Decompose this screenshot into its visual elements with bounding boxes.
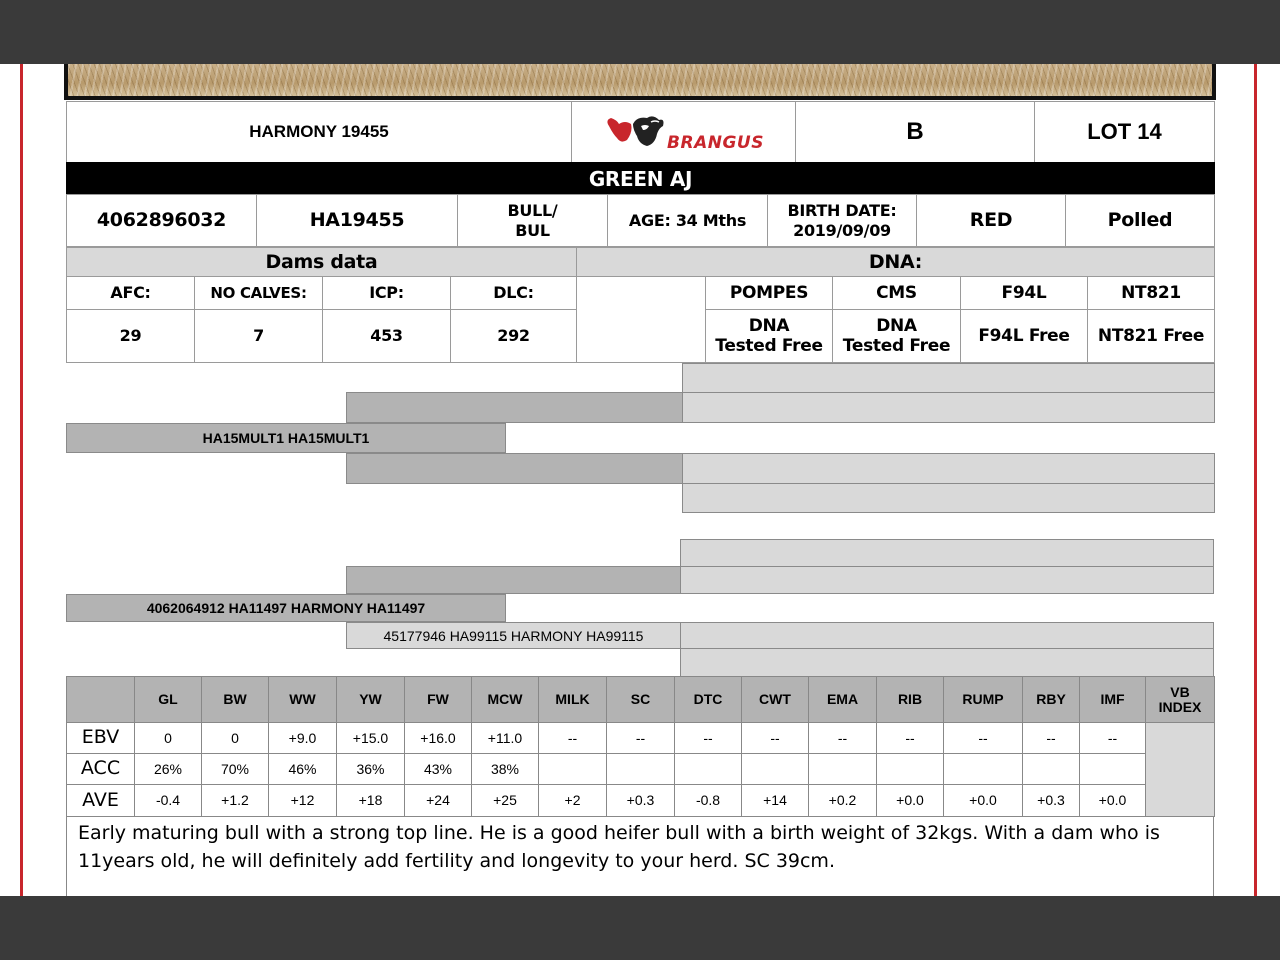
ebv-cell [606, 753, 675, 785]
ebv-header-mcw: MCW [471, 676, 539, 723]
left-red-border [20, 64, 23, 896]
dlc-value: 292 [450, 309, 577, 363]
pedigree-box [682, 363, 1215, 393]
dam-sire-pedigree: 45177946 HA99115 HARMONY HA99115 [346, 622, 681, 649]
pedigree-box [682, 483, 1215, 513]
ebv-cell: -- [808, 722, 877, 754]
horn-status: Polled [1065, 194, 1215, 247]
ebv-cell [876, 753, 944, 785]
ebv-header-vb-index: VB INDEX [1145, 676, 1215, 723]
pedigree-box [680, 566, 1214, 594]
pedigree-box [680, 622, 1214, 649]
f94l-value: F94L Free [960, 309, 1088, 363]
ebv-header-cwt: CWT [741, 676, 809, 723]
afc-value: 29 [66, 309, 195, 363]
ebv-cell: +15.0 [336, 722, 405, 754]
ebv-cell [1022, 753, 1080, 785]
sex: BULL/ BUL [457, 194, 608, 247]
ebv-header-imf: IMF [1079, 676, 1146, 723]
ebv-cell: +16.0 [404, 722, 472, 754]
ebv-cell: -- [943, 722, 1023, 754]
pedigree-box [346, 566, 681, 594]
ebv-header-yw: YW [336, 676, 405, 723]
pompes-header: POMPES [705, 276, 833, 310]
ebv-cell: -- [1022, 722, 1080, 754]
brand-logo [571, 101, 796, 163]
ebv-cell: +0.0 [943, 784, 1023, 817]
ebv-row-label: AVE [66, 784, 135, 817]
ebv-cell: -0.4 [134, 784, 202, 817]
ebv-cell: 0 [134, 722, 202, 754]
lot-number: LOT 14 [1034, 101, 1215, 163]
cms-value: DNA Tested Free [832, 309, 961, 363]
ebv-header-fw: FW [404, 676, 472, 723]
pompes-value: DNA Tested Free [705, 309, 833, 363]
f94l-header: F94L [960, 276, 1088, 310]
ebv-cell [943, 753, 1023, 785]
dna-spacer [576, 276, 706, 363]
top-bar [0, 0, 1280, 64]
ebv-cell: +12 [268, 784, 337, 817]
ebv-cell [741, 753, 809, 785]
ebv-row-label: ACC [66, 753, 135, 785]
ebv-cell [538, 753, 607, 785]
no-calves-value: 7 [194, 309, 323, 363]
right-red-border [1254, 64, 1257, 896]
registration-number: 4062896032 [66, 194, 257, 247]
ebv-cell: +0.3 [606, 784, 675, 817]
ebv-cell: 26% [134, 753, 202, 785]
ebv-corner [66, 676, 135, 723]
ebv-header-ema: EMA [808, 676, 877, 723]
ebv-cell: -- [1079, 722, 1146, 754]
cms-header: CMS [832, 276, 961, 310]
birth-date-label: BIRTH DATE: [787, 201, 897, 221]
sire-pedigree: HA15MULT1 HA15MULT1 [66, 423, 506, 453]
ebv-cell [808, 753, 877, 785]
ebv-cell: +18 [336, 784, 405, 817]
ebv-header-gl: GL [134, 676, 202, 723]
comment: Early maturing bull with a strong top line. He is a good heifer bull with a birth weight of 32kgs. With a dam who is 11years old, he will definitely add fertility and longevity to your herd. SC 39cm. [66, 816, 1214, 896]
ebv-cell: +24 [404, 784, 472, 817]
animal-name: HARMONY 19455 [66, 101, 572, 163]
dam-pedigree: 4062064912 HA11497 HARMONY HA11497 [66, 594, 506, 622]
ebv-cell: +0.0 [1079, 784, 1146, 817]
no-calves-header: NO CALVES: [194, 276, 323, 310]
brand-name: BRANGUS [667, 132, 764, 153]
ebv-cell: +0.3 [1022, 784, 1080, 817]
birth-date: 2019/09/09 [793, 220, 891, 240]
dna-title: DNA: [576, 247, 1215, 277]
ebv-cell: +9.0 [268, 722, 337, 754]
ebv-cell: -- [741, 722, 809, 754]
ebv-row-label: EBV [66, 722, 135, 754]
colour: RED [916, 194, 1066, 247]
icp-header: ICP: [322, 276, 451, 310]
grass-photo [64, 64, 1216, 100]
ebv-cell: 70% [201, 753, 269, 785]
ebv-header-sc: SC [606, 676, 675, 723]
dlc-header: DLC: [450, 276, 577, 310]
vb-index-cell [1145, 722, 1215, 817]
ebv-cell: +11.0 [471, 722, 539, 754]
bottom-bar [0, 896, 1280, 960]
ebv-cell [1079, 753, 1146, 785]
pedigree-box [346, 453, 683, 484]
pedigree-box [680, 539, 1214, 567]
ebv-header-dtc: DTC [674, 676, 742, 723]
nt821-header: NT821 [1087, 276, 1215, 310]
ebv-header-rib: RIB [876, 676, 944, 723]
ebv-cell: +25 [471, 784, 539, 817]
ebv-cell: +0.0 [876, 784, 944, 817]
ebv-header-milk: MILK [538, 676, 607, 723]
birth-date-cell [767, 194, 917, 247]
ebv-cell: -- [606, 722, 675, 754]
tag-number: HA19455 [256, 194, 458, 247]
ebv-cell: +1.2 [201, 784, 269, 817]
grade: B [795, 101, 1035, 163]
afc-header: AFC: [66, 276, 195, 310]
ebv-cell [674, 753, 742, 785]
dams-data-title: Dams data [66, 247, 577, 277]
ebv-header-bw: BW [201, 676, 269, 723]
ebv-cell: 46% [268, 753, 337, 785]
ebv-cell: 43% [404, 753, 472, 785]
pedigree-box [682, 392, 1215, 423]
ebv-cell: +2 [538, 784, 607, 817]
nt821-value: NT821 Free [1087, 309, 1215, 363]
ebv-cell: 38% [471, 753, 539, 785]
pedigree-box [346, 392, 683, 423]
ebv-cell: 0 [201, 722, 269, 754]
age: AGE: 34 Mths [607, 194, 768, 247]
ebv-header-ww: WW [268, 676, 337, 723]
ebv-cell: 36% [336, 753, 405, 785]
ebv-header-rby: RBY [1022, 676, 1080, 723]
icp-value: 453 [322, 309, 451, 363]
owner-name: GREEN AJ [66, 162, 1215, 195]
ebv-cell: +0.2 [808, 784, 877, 817]
ebv-header-rump: RUMP [943, 676, 1023, 723]
ebv-cell: -- [538, 722, 607, 754]
pedigree-box [682, 453, 1215, 484]
ebv-cell: +14 [741, 784, 809, 817]
ebv-cell: -- [876, 722, 944, 754]
pedigree-box [680, 648, 1214, 677]
ebv-cell: -0.8 [674, 784, 742, 817]
ebv-cell: -- [674, 722, 742, 754]
